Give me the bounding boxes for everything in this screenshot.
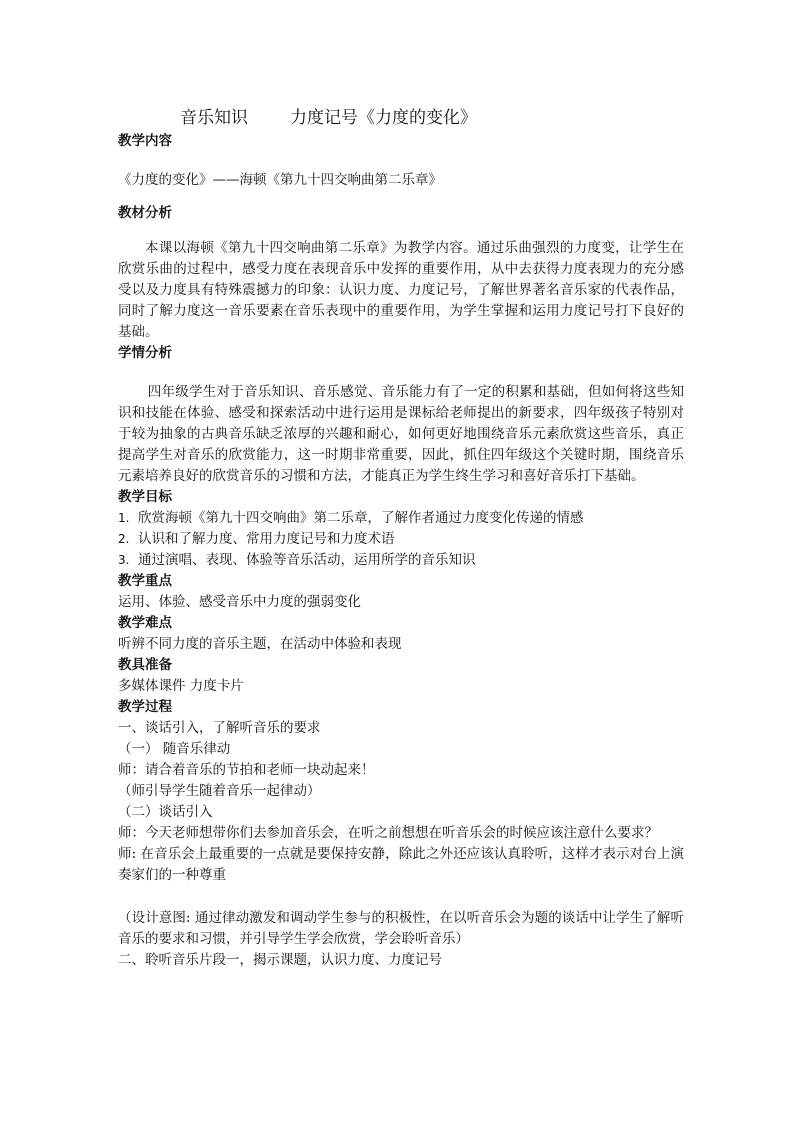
teaching-tools-text: 多媒体课件 力度卡片 — [118, 678, 244, 694]
process-line: （一） 随音乐律动 — [118, 741, 231, 757]
title-part-1: 音乐知识 — [180, 108, 248, 128]
heading-material-analysis: 教材分析 — [118, 205, 172, 221]
goal-item — [118, 508, 684, 529]
goal-text: 欣赏海顿《第九十四交响曲》第二乐章，了解作者通过力度变化传递的情感 — [138, 510, 584, 526]
process-line: （师引导学生随着音乐一起律动） — [118, 783, 321, 799]
student-analysis-text: 四年级学生对于音乐知识、音乐感觉、音乐能力有了一定的积累和基础，但如何将这些知识和技能在体验、感受和探索活动中进行运用是课标给老师提出的新要求，四年级孩子特别对于较为抽象的古典音乐缺乏浓厚的兴趣和耐心，如何更好地围绕音乐元素欣赏这些音乐，真正提高学生对音乐的欣赏能力，这一时期非常重要，因此，抓住四年级这个关键时期，围绕音乐元素培养良好的欣赏音乐的习惯和方法，才能真正为学生终生学习和喜好音乐打下基础。 — [118, 384, 684, 484]
title-part-2: 力度记号《力度的变化》 — [290, 108, 477, 128]
heading-teaching-tools: 教具准备 — [118, 657, 172, 673]
design-intent-paragraph: （设计意图: 通过律动激发和调动学生参与的积极性，在以听音乐会为题的谈话中让学生了解听音乐的要求和习惯，并引导学生学会欣赏，学会聆听音乐） — [118, 910, 684, 947]
heading-difficulties: 教学难点 — [118, 615, 172, 631]
process-line: （二）谈话引入 — [118, 804, 213, 820]
teaching-content-text: 《力度的变化》——海顿《第九十四交响曲第二乐章》 — [118, 172, 442, 188]
key-points-text: 运用、体验、感受音乐中力度的强弱变化 — [118, 594, 361, 610]
document-title — [118, 105, 684, 131]
heading-teaching-process: 教学过程 — [118, 699, 172, 715]
process-line: 一、谈话引入，了解听音乐的要求 — [118, 720, 321, 736]
process-paragraph: 师: 在音乐会上最重要的一点就是要保持安静，除此之外还应该认真聆听，这样才表示对台上演奏家们的一种尊重 — [118, 846, 684, 883]
process-line: 师：今天老师想带你们去参加音乐会，在听之前想想在听音乐会的时候应该注意什么要求？ — [118, 825, 658, 841]
process-step-two: 二、聆听音乐片段一，揭示课题，认识力度、力度记号 — [118, 952, 442, 968]
goal-number: 3. — [118, 553, 130, 567]
document-page — [118, 105, 684, 971]
goal-number: 1. — [118, 511, 130, 525]
heading-teaching-content: 教学内容 — [118, 133, 172, 149]
heading-key-points: 教学重点 — [118, 573, 172, 589]
goal-item — [118, 529, 684, 550]
difficulties-text: 听辨不同力度的音乐主题，在活动中体验和表现 — [118, 636, 402, 652]
goal-number: 2. — [118, 532, 130, 546]
material-analysis-text: 本课以海顿《第九十四交响曲第二乐章》为教学内容。通过乐曲强烈的力度变，让学生在欣赏乐曲的过程中，感受力度在表现音乐中发挥的重要作用，从中去获得力度表现力的充分感受以及力度具有特殊震撼力的印象：认识力度、力度记号，了解世界著名音乐家的代表作品，同时了解力度这一音乐要素在音乐表现中的重要作用，为学生掌握和运用力度记号打下良好的基础。 — [118, 240, 684, 340]
process-line: 师：请合着音乐的节拍和老师一块动起来！ — [118, 762, 375, 778]
heading-student-analysis: 学情分析 — [118, 345, 172, 361]
goal-text: 通过演唱、表现、体验等音乐活动，运用所学的音乐知识 — [138, 552, 476, 568]
teaching-goals-list — [118, 508, 684, 571]
goal-text: 认识和了解力度、常用力度记号和力度术语 — [138, 531, 395, 547]
heading-teaching-goals: 教学目标 — [118, 489, 172, 505]
goal-item — [118, 550, 684, 571]
